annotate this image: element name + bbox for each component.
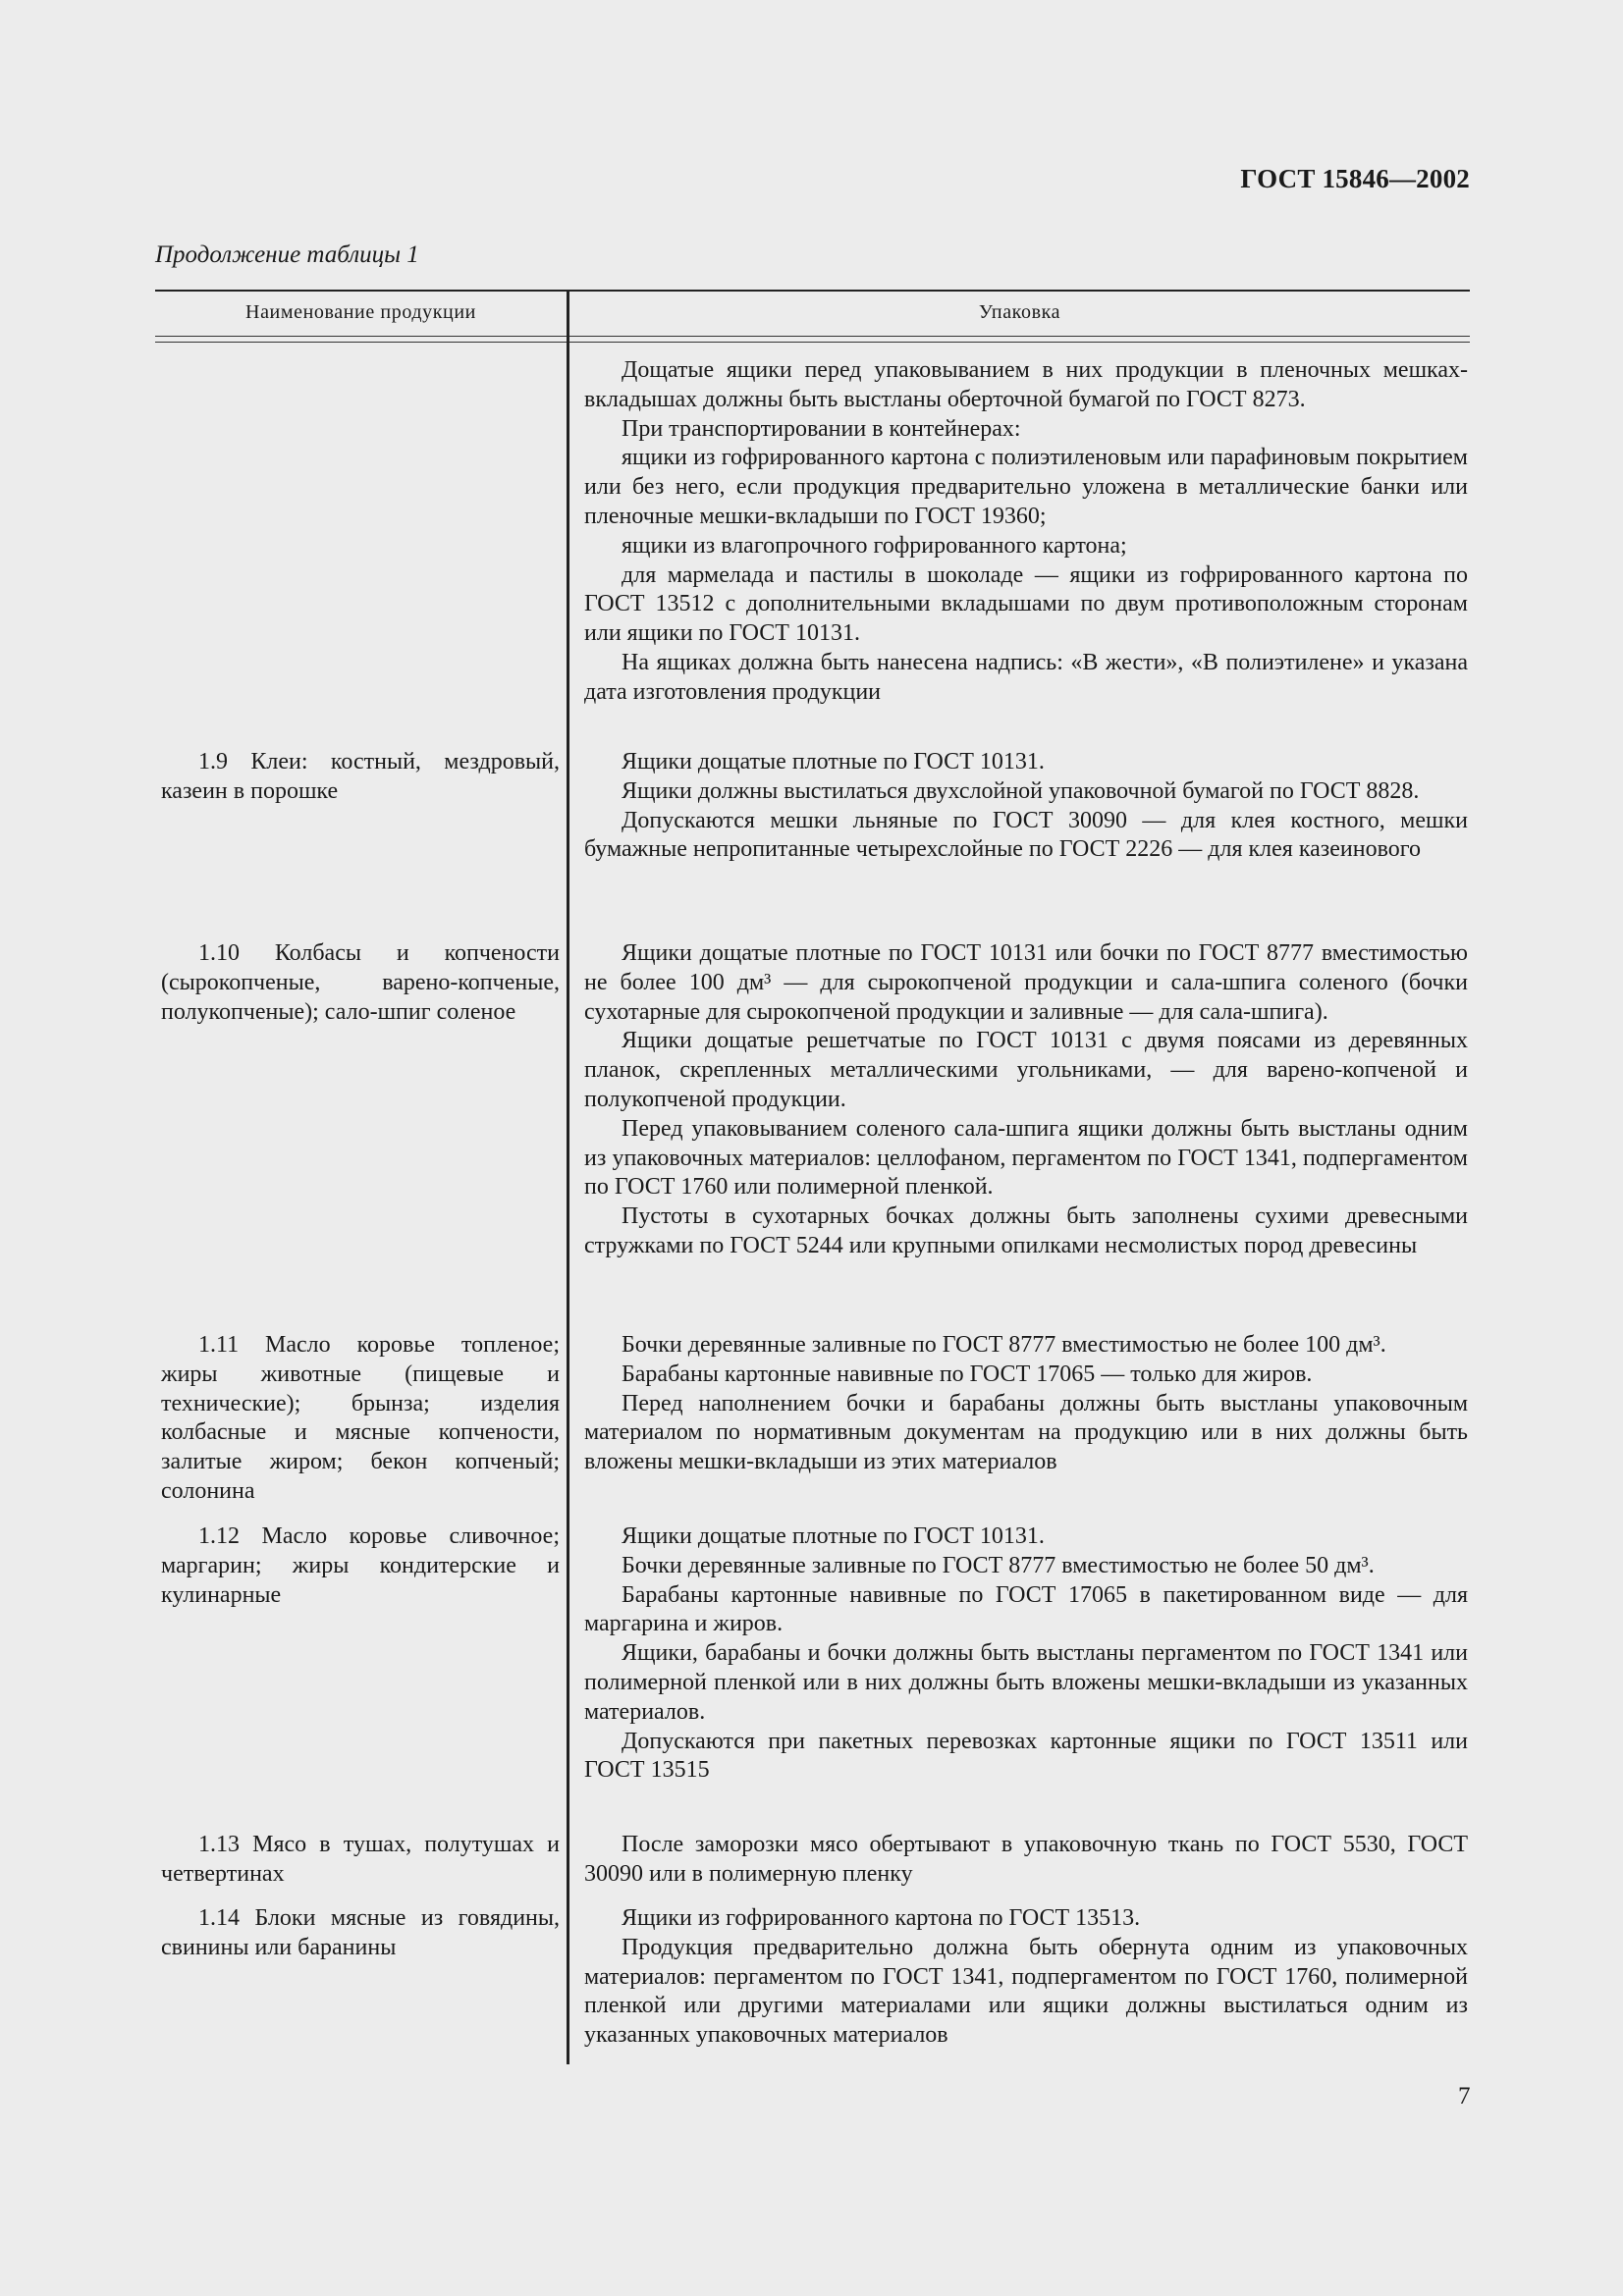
packaging-paragraph: Пустоты в сухотарных бочках должны быть заполнены сухими древесными стружками по ГОСТ 5244 или крупными опилками несмолистых пород древесины	[584, 1203, 1468, 1258]
column-header-packaging: Упаковка	[978, 301, 1061, 323]
packaging-paragraph: Ящики дощатые плотные по ГОСТ 10131 или бочки по ГОСТ 8777 вместимостью не более 100 дм³ — для сырокопченой продукции и сала-шпига соленого (бочки сухотарные для сырокопченой продукции и заливные — для сала-шпига).	[584, 940, 1468, 1025]
header-double-rule-lower	[155, 342, 1470, 343]
packaging-cell	[584, 748, 1468, 865]
header-double-rule-upper	[155, 336, 1470, 337]
packaging-paragraph: Ящики дощатые плотные по ГОСТ 10131.	[622, 749, 1045, 774]
product-name: 1.10 Колбасы и копчености (сырокопченые, варено-копченые, полукопченые); сало-шпиг соленое	[161, 940, 560, 1025]
packaging-cell	[584, 1522, 1468, 1786]
product-name-cell	[161, 939, 560, 1027]
product-name-cell	[161, 748, 560, 807]
column-divider	[567, 290, 569, 2064]
product-name: 1.13 Мясо в тушах, полутушах и четвертинах	[161, 1832, 560, 1887]
document-code: ГОСТ 15846—2002	[1240, 164, 1470, 193]
packaging-cell	[584, 1904, 1468, 2051]
product-name-cell	[161, 1522, 560, 1610]
packaging-cell	[584, 356, 1468, 708]
product-name-cell	[161, 1904, 560, 1963]
table-caption: Продолжение таблицы 1	[155, 241, 419, 268]
packaging-paragraph: Бочки деревянные заливные по ГОСТ 8777 вместимостью не более 100 дм³.	[622, 1332, 1386, 1358]
packaging-paragraph: Барабаны картонные навивные по ГОСТ 17065 в пакетированном виде — для маргарина и жиров.	[584, 1581, 1468, 1637]
packaging-paragraph: Допускаются при пакетных перевозках картонные ящики по ГОСТ 13511 или ГОСТ 13515	[584, 1728, 1468, 1784]
packaging-paragraph: Ящики, барабаны и бочки должны быть выстланы пергаментом по ГОСТ 1341 или полимерной пленкой или в них должны быть вложены мешки-вкладыши из указанных материалов.	[584, 1640, 1468, 1725]
product-name-cell	[161, 1331, 560, 1507]
packaging-paragraph: Ящики из гофрированного картона по ГОСТ 13513.	[622, 1905, 1141, 1931]
packaging-paragraph: Ящики дощатые решетчатые по ГОСТ 10131 с двумя поясами из деревянных планок, скрепленных металлическими угольниками, — для варено-копченой и полукопченой продукции.	[584, 1028, 1468, 1112]
packaging-paragraph: При транспортировании в контейнерах:	[622, 415, 1021, 442]
packaging-cell	[584, 1331, 1468, 1477]
product-name: 1.9 Клеи: костный, мездровый, казеин в порошке	[161, 749, 560, 804]
packaging-paragraph: Ящики дощатые плотные по ГОСТ 10131.	[622, 1523, 1045, 1549]
column-header-product: Наименование продукции	[245, 301, 476, 323]
packaging-paragraph: Барабаны картонные навивные по ГОСТ 17065 — только для жиров.	[622, 1361, 1313, 1387]
packaging-paragraph: ящики из гофрированного картона с полиэтиленовым или парафиновым покрытием или без него, если продукция предварительно уложена в металлические банки или пленочные мешки-вкладыши по ГОСТ 19360;	[584, 445, 1468, 529]
packaging-paragraph: Продукция предварительно должна быть обернута одним из упаковочных материалов: пергаментом по ГОСТ 1341, подпергаментом по ГОСТ 1760, полимерной пленкой или другими материалами или ящики должны выстилаться одним из указанных упаковочных материалов	[584, 1934, 1468, 2049]
product-name: 1.11 Масло коровье топленое; жиры животные (пищевые и технические); брынза; изделия колбасные и мясные копчености, залитые жиром; бекон копченый; солонина	[161, 1332, 560, 1504]
product-name: 1.14 Блоки мясные из говядины, свинины или баранины	[161, 1905, 560, 1960]
packaging-paragraph: После заморозки мясо обертывают в упаковочную ткань по ГОСТ 5530, ГОСТ 30090 или в полимерную пленку	[584, 1832, 1468, 1887]
packaging-paragraph: ящики из влагопрочного гофрированного картона;	[622, 532, 1127, 559]
packaging-paragraph: Перед наполнением бочки и барабаны должны быть выстланы упаковочным материалом по нормативным документам на продукцию или в них должны быть вложены мешки-вкладыши из этих материалов	[584, 1390, 1468, 1475]
table-top-rule	[155, 290, 1470, 292]
packaging-cell	[584, 1831, 1468, 1890]
product-name-cell	[161, 1831, 560, 1890]
packaging-paragraph: Бочки деревянные заливные по ГОСТ 8777 вместимостью не более 50 дм³.	[622, 1552, 1375, 1578]
page-number: 7	[1458, 2083, 1471, 2109]
product-name: 1.12 Масло коровье сливочное; маргарин; жиры кондитерские и кулинарные	[161, 1523, 560, 1608]
packaging-paragraph: Дощатые ящики перед упаковыванием в них продукции в пленочных мешках-вкладышах должны быть выстланы оберточной бумагой по ГОСТ 8273.	[584, 357, 1468, 412]
product-packaging-table	[155, 290, 1470, 2064]
packaging-paragraph: Перед упаковыванием соленого сала-шпига ящики должны быть выстланы одним из упаковочных материалов: целлофаном, пергаментом по ГОСТ 1341, подпергаментом по ГОСТ 1760 или полимерной пленкой.	[584, 1115, 1468, 1201]
packaging-paragraph: На ящиках должна быть нанесена надпись: «В жести», «В полиэтилене» и указана дата изготовления продукции	[584, 649, 1468, 705]
packaging-paragraph: для мармелада и пастилы в шоколаде — ящики из гофрированного картона по ГОСТ 13512 с дополнительными вкладышами по двум противоположным сторонам или ящики по ГОСТ 10131.	[584, 561, 1468, 647]
packaging-paragraph: Ящики должны выстилаться двухслойной упаковочной бумагой по ГОСТ 8828.	[622, 777, 1420, 804]
packaging-cell	[584, 939, 1468, 1261]
packaging-paragraph: Допускаются мешки льняные по ГОСТ 30090 — для клея костного, мешки бумажные непропитанные четырехслойные по ГОСТ 2226 — для клея казеинового	[584, 807, 1468, 863]
